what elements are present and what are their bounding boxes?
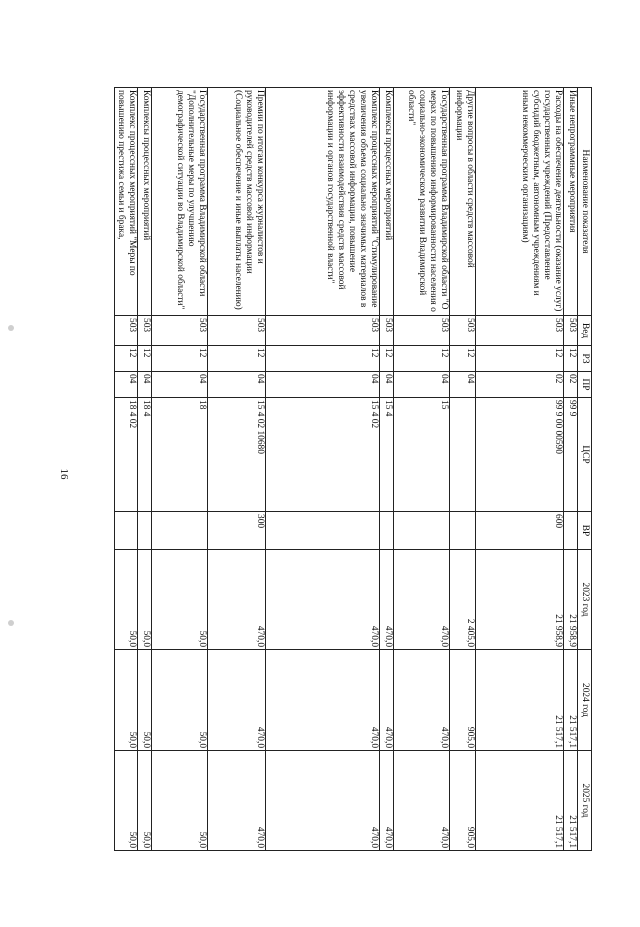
cell-vr — [380, 512, 394, 550]
cell-y2024: 905,0 — [450, 650, 476, 751]
cell-ved: 503 — [564, 316, 578, 346]
cell-vr — [152, 512, 208, 550]
column-header: Вед — [578, 316, 592, 346]
cell-y2025: 50,0 — [114, 751, 137, 851]
cell-name: Комплекс процессных мероприятий "Стимулирование увеличения объема социально значимых материалов в средствах массовой информации, повышение эффективности взаимодействия средств массовой информации и органов государственной власти" — [266, 88, 380, 316]
cell-ved: 503 — [450, 316, 476, 346]
cell-name: Расходы на обеспечение деятельности (оказание услуг) государственных учреждений (Предоставление субсидий бюджетным, автономным учреждениям и иным некоммерческим организациям) — [476, 88, 564, 316]
cell-y2024: 470,0 — [380, 650, 394, 751]
cell-name: Государственная программа Владимирской области "О мерах по повышению информированности населения о социально-экономическом развитии Владимирской области" — [394, 88, 450, 316]
cell-y2025: 50,0 — [152, 751, 208, 851]
table-row — [138, 88, 152, 851]
column-header: 2023 год — [578, 550, 592, 650]
cell-csr: 18 4 — [138, 398, 152, 512]
budget-table-container — [117, 87, 592, 850]
cell-ved: 503 — [266, 316, 380, 346]
cell-y2024: 470,0 — [266, 650, 380, 751]
cell-pr: 04 — [380, 372, 394, 398]
cell-name: Государственная программа Владимирской области "Дополнительные меры по улучшению демографической ситуации во Владимирской области" — [152, 88, 208, 316]
cell-y2023: 470,0 — [208, 550, 266, 650]
cell-ved: 503 — [208, 316, 266, 346]
punch-hole-top — [8, 325, 14, 331]
cell-pr: 04 — [152, 372, 208, 398]
cell-csr: 99 9 — [564, 398, 578, 512]
cell-ved: 503 — [114, 316, 137, 346]
table-row — [208, 88, 266, 851]
cell-name: Комплекс процессных мероприятий "Меры по повышению престижа семьи и брака, — [114, 88, 137, 316]
cell-y2025: 470,0 — [380, 751, 394, 851]
table-body — [114, 88, 577, 851]
cell-pr: 02 — [564, 372, 578, 398]
table-row — [450, 88, 476, 851]
cell-pr: 04 — [394, 372, 450, 398]
cell-pr: 02 — [476, 372, 564, 398]
cell-rz: 12 — [138, 346, 152, 372]
cell-csr: 18 — [152, 398, 208, 512]
cell-vr — [394, 512, 450, 550]
cell-pr: 04 — [208, 372, 266, 398]
cell-name: Другие вопросы в области средств массовой информации — [450, 88, 476, 316]
cell-name: Комплексы процессных мероприятий — [138, 88, 152, 316]
cell-pr: 04 — [138, 372, 152, 398]
cell-y2025: 50,0 — [138, 751, 152, 851]
cell-rz: 12 — [380, 346, 394, 372]
cell-rz: 12 — [152, 346, 208, 372]
cell-y2024: 50,0 — [152, 650, 208, 751]
cell-y2024: 21 517,1 — [564, 650, 578, 751]
cell-y2023: 50,0 — [114, 550, 137, 650]
table-row — [380, 88, 394, 851]
cell-y2023: 21 958,9 — [564, 550, 578, 650]
cell-y2025: 905,0 — [450, 751, 476, 851]
cell-y2023: 21 958,9 — [476, 550, 564, 650]
cell-y2023: 470,0 — [394, 550, 450, 650]
cell-name: Иные непрограммные мероприятия — [564, 88, 578, 316]
cell-csr: 18 4 02 — [114, 398, 137, 512]
cell-name: Комплексы процессных мероприятий — [380, 88, 394, 316]
cell-rz: 12 — [564, 346, 578, 372]
cell-rz: 12 — [114, 346, 137, 372]
cell-y2024: 50,0 — [138, 650, 152, 751]
cell-vr: 300 — [208, 512, 266, 550]
cell-y2025: 21 517,1 — [476, 751, 564, 851]
table-row — [114, 88, 137, 851]
column-header: РЗ — [578, 346, 592, 372]
cell-ved: 503 — [152, 316, 208, 346]
cell-rz: 12 — [208, 346, 266, 372]
cell-csr: 15 4 02 — [266, 398, 380, 512]
cell-y2023: 470,0 — [266, 550, 380, 650]
column-header: ВР — [578, 512, 592, 550]
column-header: 2025 год — [578, 751, 592, 851]
cell-y2023: 50,0 — [152, 550, 208, 650]
table-row — [152, 88, 208, 851]
table-header-row — [578, 88, 592, 851]
cell-name: Премии по итогам конкурса журналистов и руководителей средств массовой информации (Социальное обеспечение и иные выплаты населению) — [208, 88, 266, 316]
cell-csr: 15 4 02 10680 — [208, 398, 266, 512]
cell-csr: 15 — [394, 398, 450, 512]
page-number: 16 — [58, 468, 70, 480]
cell-rz: 12 — [266, 346, 380, 372]
cell-rz: 12 — [476, 346, 564, 372]
table-row — [564, 88, 578, 851]
cell-vr — [138, 512, 152, 550]
cell-vr — [564, 512, 578, 550]
table-row — [394, 88, 450, 851]
cell-pr: 04 — [450, 372, 476, 398]
column-header: Наименование показателя — [578, 88, 592, 316]
column-header: 2024 год — [578, 650, 592, 751]
cell-vr — [266, 512, 380, 550]
budget-table — [114, 87, 592, 851]
cell-y2024: 470,0 — [208, 650, 266, 751]
cell-vr — [114, 512, 137, 550]
cell-ved: 503 — [380, 316, 394, 346]
cell-vr — [450, 512, 476, 550]
cell-y2025: 470,0 — [266, 751, 380, 851]
cell-y2024: 50,0 — [114, 650, 137, 751]
cell-rz: 12 — [394, 346, 450, 372]
cell-ved: 503 — [394, 316, 450, 346]
cell-y2024: 470,0 — [394, 650, 450, 751]
cell-y2024: 21 517,1 — [476, 650, 564, 751]
cell-pr: 04 — [266, 372, 380, 398]
cell-rz: 12 — [450, 346, 476, 372]
cell-y2023: 50,0 — [138, 550, 152, 650]
table-row — [476, 88, 564, 851]
rotated-table-frame — [117, 87, 592, 850]
cell-csr — [450, 398, 476, 512]
cell-csr: 15 4 — [380, 398, 394, 512]
punch-hole-bottom — [8, 620, 14, 626]
cell-y2023: 2 405,0 — [450, 550, 476, 650]
cell-pr: 04 — [114, 372, 137, 398]
cell-vr: 600 — [476, 512, 564, 550]
column-header: ЦСР — [578, 398, 592, 512]
cell-y2025: 470,0 — [394, 751, 450, 851]
column-header: ПР — [578, 372, 592, 398]
cell-csr: 99 9 00 00590 — [476, 398, 564, 512]
cell-y2025: 470,0 — [208, 751, 266, 851]
cell-y2023: 470,0 — [380, 550, 394, 650]
cell-y2025: 21 517,1 — [564, 751, 578, 851]
cell-ved: 503 — [476, 316, 564, 346]
cell-ved: 503 — [138, 316, 152, 346]
table-row — [266, 88, 380, 851]
